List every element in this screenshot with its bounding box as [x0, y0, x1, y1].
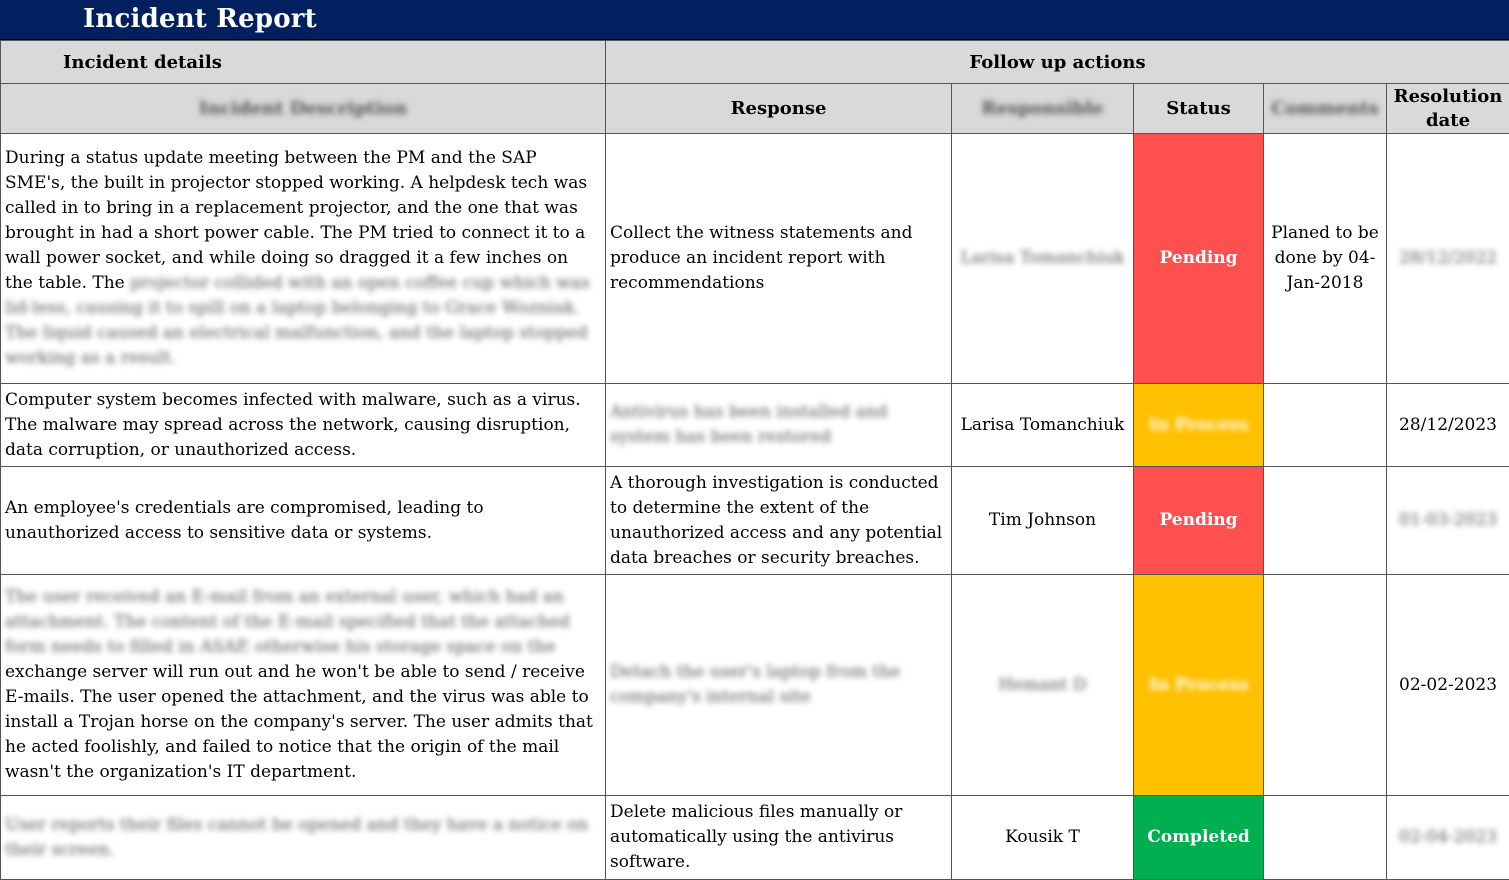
cell-comments [1264, 575, 1387, 796]
col-header-status: Status [1134, 84, 1264, 134]
cell-resolution-date: 02-02-2023 [1387, 575, 1509, 796]
cell-responsible: Larisa Tomanchiuk [952, 134, 1134, 384]
cell-description: An employee's credentials are compromised, leading to unauthorized access to sensitive data or systems. [1, 467, 606, 575]
status-badge: Pending [1134, 467, 1264, 575]
col-header-resolution: Resolution date [1387, 84, 1509, 134]
group-header-row [1, 41, 1509, 84]
cell-responsible: Larisa Tomanchiuk [952, 384, 1134, 467]
cell-resolution-date: 02-04-2023 [1387, 796, 1509, 880]
cell-response: A thorough investigation is conducted to determine the extent of the unauthorized access and any potential data breaches or security breaches. [606, 467, 952, 575]
col-header-comments: Comments [1264, 84, 1387, 134]
cell-resolution-date: 28/12/2023 [1387, 384, 1509, 467]
col-header-responsible: Responsible [952, 84, 1134, 134]
status-badge: Pending [1134, 134, 1264, 384]
group-incident-details: Incident details [1, 41, 606, 84]
cell-description: User reports their files cannot be opened and they have a notice on their screen. [1, 796, 606, 880]
column-header-row [1, 84, 1509, 134]
cell-resolution-date: 01-03-2023 [1387, 467, 1509, 575]
cell-responsible: Hemant D [952, 575, 1134, 796]
cell-response: Collect the witness statements and produce an incident report with recommendations [606, 134, 952, 384]
report-title: Incident Report [83, 4, 317, 34]
status-badge: Completed [1134, 796, 1264, 880]
status-badge: In Process [1134, 575, 1264, 796]
group-follow-up-actions: Follow up actions [606, 41, 1509, 84]
cell-comments [1264, 384, 1387, 467]
cell-comments [1264, 796, 1387, 880]
table-row [1, 134, 1509, 384]
cell-description: During a status update meeting between the PM and the SAP SME's, the built in projector stopped working. A helpdesk tech was called in to bring in a replacement projector, and the one that was brought in had a short power cable. The PM tried to connect it to a wall power socket, and while doing so dragged it a few inches on the table. The projector collided with an open coffee cup which was lid-less, causing it to spill on a laptop belonging to Grace Wozniak. The liquid caused an electrical malfunction, and the laptop stopped working as a result. [1, 134, 606, 384]
table-row [1, 796, 1509, 880]
cell-description: The user received an E-mail from an external user, which had an attachment. The content of the E-mail specified that the attached form needs to filled in ASAP, otherwise his storage space on the exchange server will run out and he won't be able to send / receive E-mails. The user opened the attachment, and the virus was able to install a Trojan horse on the company's server. The user admits that he acted foolishly, and failed to notice that the origin of the mail wasn't the organization's IT department. [1, 575, 606, 796]
col-header-response: Response [606, 84, 952, 134]
cell-response: Antivirus has been installed and system has been restored [606, 384, 952, 467]
cell-resolution-date: 28/12/2022 [1387, 134, 1509, 384]
incident-table [0, 40, 1509, 880]
col-header-description: Incident Description [1, 84, 606, 134]
table-row [1, 384, 1509, 467]
table-row [1, 467, 1509, 575]
cell-response: Delete malicious files manually or automatically using the antivirus software. [606, 796, 952, 880]
cell-comments: Planed to be done by 04-Jan-2018 [1264, 134, 1387, 384]
title-bar [0, 0, 1509, 40]
cell-comments [1264, 467, 1387, 575]
cell-description: Computer system becomes infected with malware, such as a virus. The malware may spread across the network, causing disruption, data corruption, or unauthorized access. [1, 384, 606, 467]
cell-responsible: Tim Johnson [952, 467, 1134, 575]
status-badge: In Process [1134, 384, 1264, 467]
cell-responsible: Kousik T [952, 796, 1134, 880]
cell-response: Detach the user's laptop from the company's internal site [606, 575, 952, 796]
table-row [1, 575, 1509, 796]
